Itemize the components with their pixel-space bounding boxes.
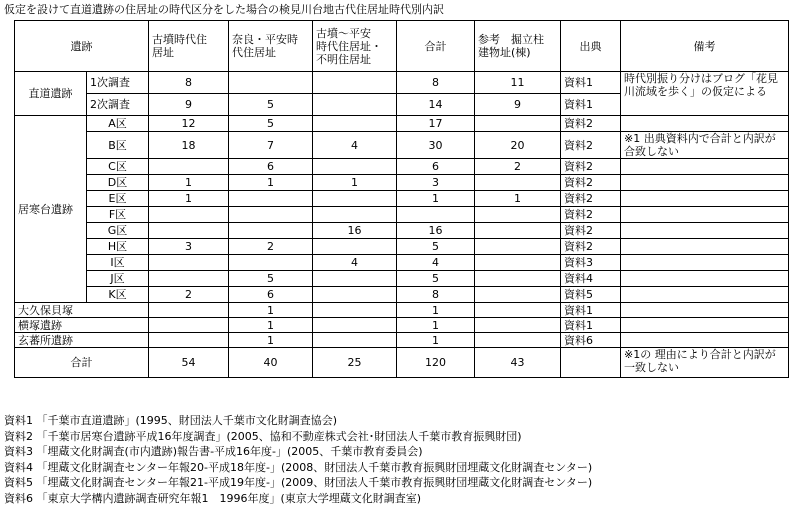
header-total: 合計	[397, 21, 475, 72]
table-row	[15, 318, 789, 333]
cell-notes	[621, 333, 789, 348]
cell-total: 1	[397, 303, 475, 318]
cell-reference	[475, 223, 561, 239]
cell-nara-heian: 1	[229, 303, 313, 318]
cell-notes	[621, 239, 789, 255]
sub-area-name: E区	[87, 191, 149, 207]
note-b-area: ※1 出典資料内で合計と内訳が合致しない	[621, 132, 789, 159]
cell-nara-heian: 40	[229, 348, 313, 378]
cell-source: 資料6	[561, 333, 621, 348]
cell-reference	[475, 207, 561, 223]
note-hitamichi: 時代別振り分けはブログ「花見川流域を歩く」の仮定による	[621, 72, 789, 116]
cell-source: 資料1	[561, 303, 621, 318]
source-item: 資料3 「埋蔵文化財調査(市内遺跡)報告書-平成16年度-」(2005、千葉市教育委員会)	[4, 445, 423, 459]
cell-kofun	[149, 207, 229, 223]
cell-notes	[621, 159, 789, 175]
header-source: 出典	[561, 21, 621, 72]
cell-reference	[475, 271, 561, 287]
table-row	[15, 132, 789, 159]
table-row	[15, 116, 789, 132]
cell-unknown	[313, 191, 397, 207]
cell-unknown	[313, 239, 397, 255]
cell-kofun: 3	[149, 239, 229, 255]
table-row	[15, 207, 789, 223]
cell-nara-heian: 5	[229, 271, 313, 287]
cell-kofun: 8	[149, 72, 229, 94]
header-site: 遺跡	[15, 21, 149, 72]
cell-reference: 1	[475, 191, 561, 207]
cell-kofun	[149, 303, 229, 318]
table-row	[15, 223, 789, 239]
table-row	[15, 239, 789, 255]
cell-kofun: 1	[149, 191, 229, 207]
cell-nara-heian: 2	[229, 239, 313, 255]
cell-nara-heian: 6	[229, 287, 313, 303]
cell-unknown	[313, 333, 397, 348]
cell-source: 資料1	[561, 72, 621, 94]
cell-source: 資料2	[561, 191, 621, 207]
cell-total: 6	[397, 159, 475, 175]
cell-unknown: 4	[313, 132, 397, 159]
cell-nara-heian: 1	[229, 333, 313, 348]
cell-reference	[475, 255, 561, 271]
cell-total	[397, 207, 475, 223]
cell-total: 1	[397, 333, 475, 348]
cell-reference	[475, 333, 561, 348]
cell-notes	[621, 255, 789, 271]
header-row	[15, 21, 789, 72]
cell-nara-heian: 7	[229, 132, 313, 159]
cell-source: 資料5	[561, 287, 621, 303]
cell-total: 1	[397, 318, 475, 333]
cell-total: 8	[397, 72, 475, 94]
cell-total: 16	[397, 223, 475, 239]
cell-kofun: 54	[149, 348, 229, 378]
table-row	[15, 175, 789, 191]
cell-reference: 9	[475, 94, 561, 116]
cell-total: 4	[397, 255, 475, 271]
cell-unknown: 1	[313, 175, 397, 191]
sub-area-name: J区	[87, 271, 149, 287]
cell-unknown	[313, 159, 397, 175]
cell-kofun: 1	[149, 175, 229, 191]
cell-notes	[621, 271, 789, 287]
cell-kofun	[149, 318, 229, 333]
cell-reference: 11	[475, 72, 561, 94]
cell-kofun	[149, 223, 229, 239]
source-item: 資料1 「千葉市直道遺跡」(1995、財団法人千葉市文化財調査協会)	[4, 414, 338, 427]
table-row	[15, 255, 789, 271]
cell-source: 資料4	[561, 271, 621, 287]
table-row	[15, 159, 789, 175]
table-row	[15, 271, 789, 287]
cell-reference: 20	[475, 132, 561, 159]
cell-nara-heian	[229, 191, 313, 207]
cell-reference	[475, 116, 561, 132]
cell-reference	[475, 175, 561, 191]
table-caption: 仮定を設けて直道遺跡の住居址の時代区分をした場合の検見川台地古代住居址時代別内訳	[4, 3, 444, 16]
cell-reference	[475, 318, 561, 333]
cell-total: 30	[397, 132, 475, 159]
sub-area-name: G区	[87, 223, 149, 239]
cell-total: 1	[397, 191, 475, 207]
cell-source: 資料1	[561, 94, 621, 116]
cell-kofun	[149, 271, 229, 287]
source-item: 資料2 「千葉市居寒台遺跡平成16年度調査」(2005、協和不動産株式会社･財団法人千葉市教育振興財団)	[4, 429, 522, 443]
cell-source: 資料2	[561, 159, 621, 175]
cell-nara-heian	[229, 72, 313, 94]
cell-total: 8	[397, 287, 475, 303]
cell-source: 資料3	[561, 255, 621, 271]
note-totals: ※1の 理由により合計と内訳が一致しない	[621, 348, 789, 378]
cell-unknown	[313, 271, 397, 287]
cell-unknown	[313, 303, 397, 318]
table-row	[15, 303, 789, 318]
cell-kofun	[149, 255, 229, 271]
cell-source: 資料2	[561, 116, 621, 132]
cell-source	[561, 348, 621, 378]
cell-total: 3	[397, 175, 475, 191]
totals-row	[15, 348, 789, 378]
site-name: 直道遺跡	[15, 72, 87, 116]
cell-unknown	[313, 94, 397, 116]
cell-reference: 43	[475, 348, 561, 378]
table-row	[15, 191, 789, 207]
table-row	[15, 72, 789, 94]
cell-unknown: 4	[313, 255, 397, 271]
cell-kofun	[149, 159, 229, 175]
source-item: 資料5 「埋蔵文化財調査センター年報21-平成19年度-」(2009、財団法人千葉市教育振興財団埋蔵文化財調査センター)	[4, 476, 593, 490]
cell-notes	[621, 287, 789, 303]
cell-kofun: 18	[149, 132, 229, 159]
cell-nara-heian	[229, 255, 313, 271]
cell-unknown	[313, 287, 397, 303]
sub-area-name: F区	[87, 207, 149, 223]
header-notes: 備考	[621, 21, 789, 72]
sub-area-name: B区	[87, 132, 149, 159]
cell-unknown	[313, 207, 397, 223]
sub-area-name: 2次調査	[87, 94, 149, 116]
cell-notes	[621, 303, 789, 318]
cell-source: 資料2	[561, 132, 621, 159]
cell-total: 5	[397, 239, 475, 255]
sub-area-name: I区	[87, 255, 149, 271]
source-item: 資料4 「埋蔵文化財調査センター年報20-平成18年度-」(2008、財団法人千葉市教育振興財団埋蔵文化財調査センター)	[4, 460, 593, 474]
header-nara-heian: 奈良・平安時 代住居址	[229, 21, 313, 72]
table-row	[15, 287, 789, 303]
sub-area-name: K区	[87, 287, 149, 303]
sub-area-name: A区	[87, 116, 149, 132]
cell-unknown	[313, 72, 397, 94]
cell-source: 資料2	[561, 239, 621, 255]
cell-source: 資料1	[561, 318, 621, 333]
cell-source: 資料2	[561, 223, 621, 239]
sub-area-name: H区	[87, 239, 149, 255]
cell-reference	[475, 287, 561, 303]
cell-kofun: 2	[149, 287, 229, 303]
cell-kofun	[149, 333, 229, 348]
source-item: 資料6 「東京大学構内遺跡調査研究年報1 1996年度」(東京大学埋蔵文化財調査室)	[4, 491, 422, 505]
cell-notes	[621, 223, 789, 239]
cell-nara-heian	[229, 207, 313, 223]
cell-unknown	[313, 116, 397, 132]
site-name: 大久保貝塚	[15, 303, 149, 318]
cell-notes	[621, 175, 789, 191]
totals-label: 合計	[15, 348, 149, 378]
cell-kofun: 9	[149, 94, 229, 116]
cell-total: 14	[397, 94, 475, 116]
cell-total: 120	[397, 348, 475, 378]
cell-notes	[621, 116, 789, 132]
header-unknown: 古墳～平安 時代住居址・ 不明住居址	[313, 21, 397, 72]
cell-notes	[621, 207, 789, 223]
cell-unknown	[313, 318, 397, 333]
header-kofun: 古墳時代住 居址	[149, 21, 229, 72]
cell-source: 資料2	[561, 207, 621, 223]
cell-reference	[475, 303, 561, 318]
cell-reference	[475, 239, 561, 255]
table-row	[15, 333, 789, 348]
cell-unknown: 16	[313, 223, 397, 239]
header-reference: 参考 掘立柱 建物址(棟)	[475, 21, 561, 72]
cell-nara-heian: 5	[229, 116, 313, 132]
cell-source: 資料2	[561, 175, 621, 191]
cell-nara-heian: 5	[229, 94, 313, 116]
site-name: 居寒台遺跡	[15, 116, 87, 303]
cell-notes	[621, 191, 789, 207]
cell-nara-heian: 1	[229, 175, 313, 191]
cell-nara-heian: 1	[229, 318, 313, 333]
dwelling-sites-table	[14, 20, 789, 378]
cell-nara-heian	[229, 223, 313, 239]
site-name: 横塚遺跡	[15, 318, 149, 333]
cell-notes	[621, 318, 789, 333]
cell-total: 5	[397, 271, 475, 287]
site-name: 玄蕃所遺跡	[15, 333, 149, 348]
sub-area-name: C区	[87, 159, 149, 175]
sub-area-name: 1次調査	[87, 72, 149, 94]
sub-area-name: D区	[87, 175, 149, 191]
cell-reference: 2	[475, 159, 561, 175]
cell-unknown: 25	[313, 348, 397, 378]
cell-kofun: 12	[149, 116, 229, 132]
source-list	[4, 413, 796, 507]
cell-nara-heian: 6	[229, 159, 313, 175]
cell-total: 17	[397, 116, 475, 132]
